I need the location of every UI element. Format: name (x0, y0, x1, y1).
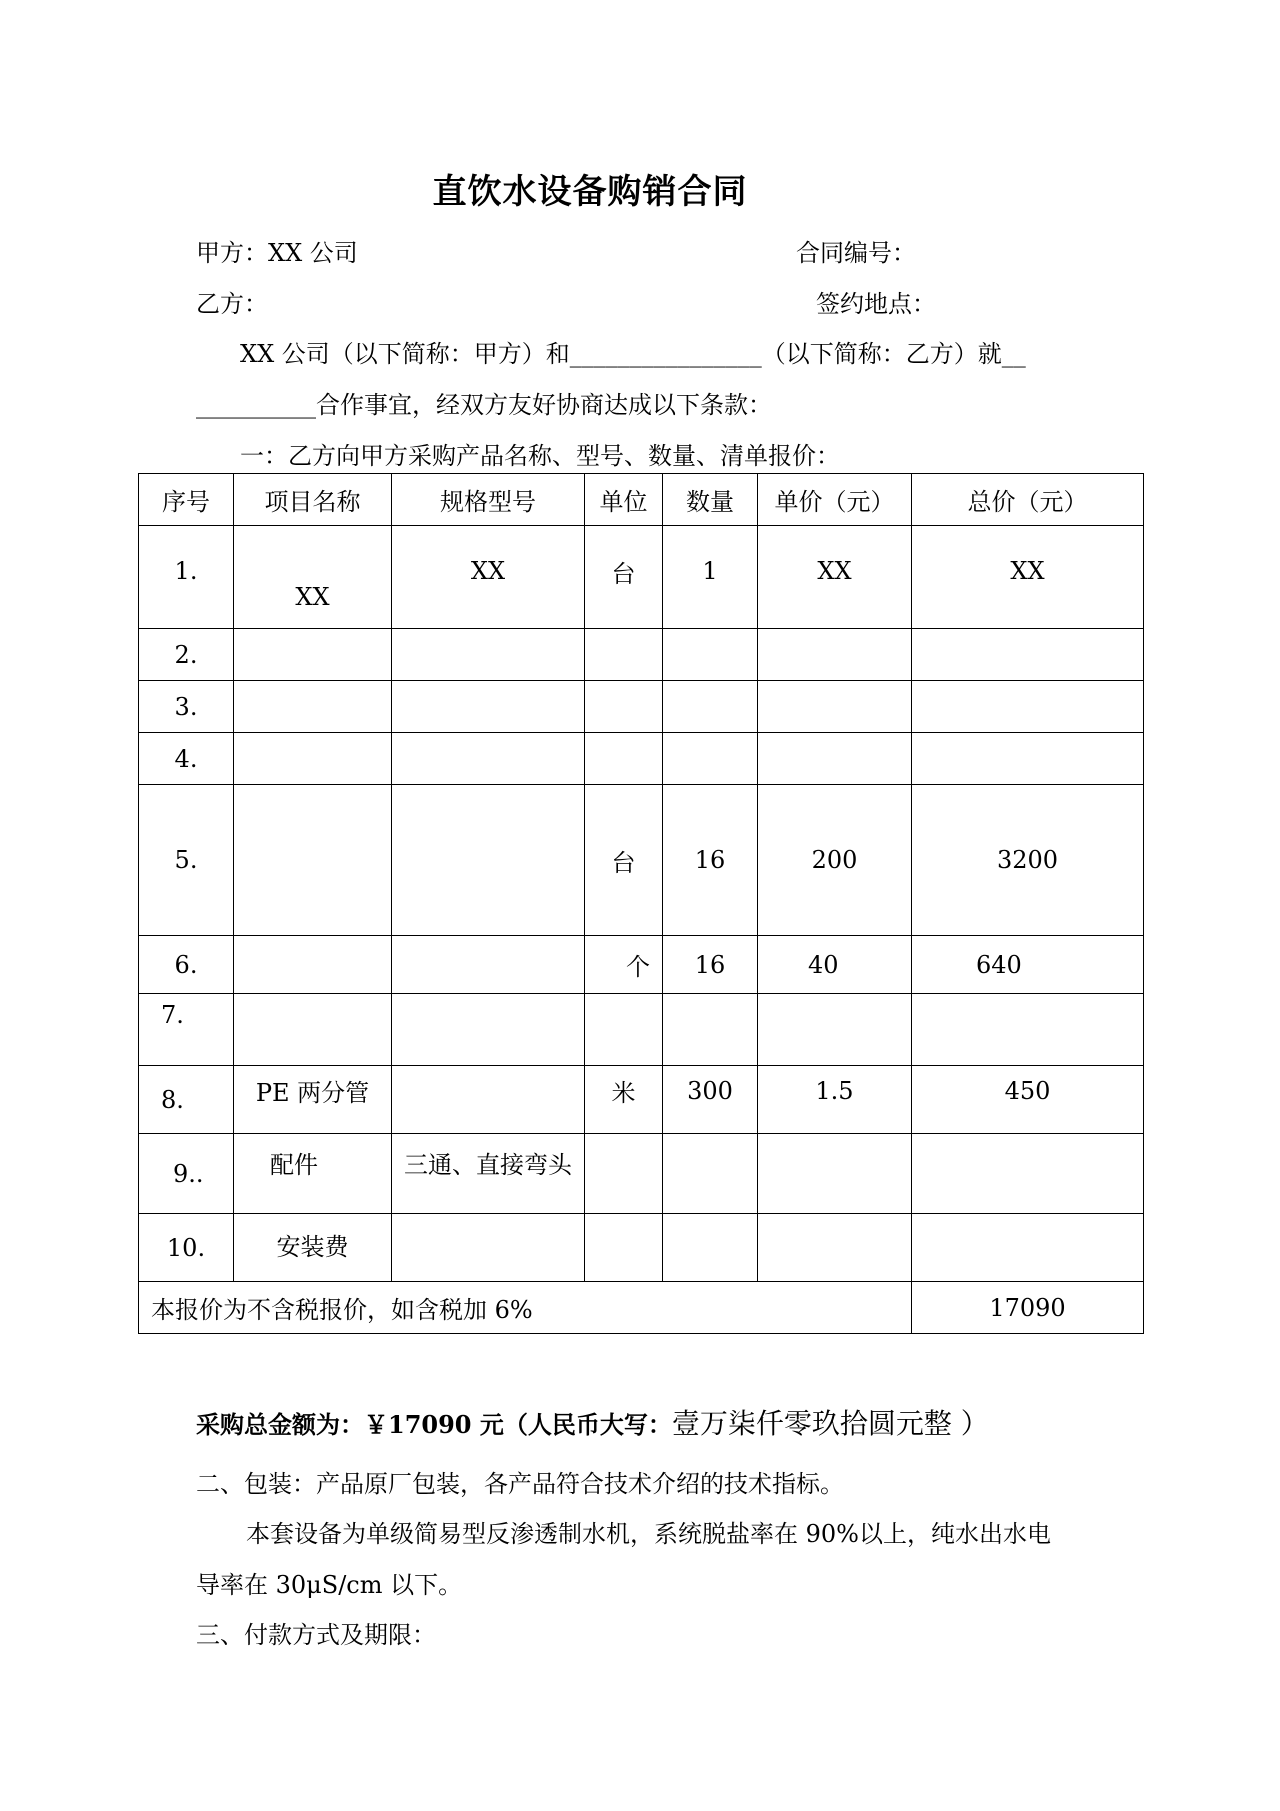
table-cell-total (912, 681, 1144, 733)
table-cell-name: 安装费 (234, 1214, 392, 1282)
table-cell-name (234, 936, 392, 994)
tax-note: 本报价为不含税报价，如含税加 6% (139, 1282, 912, 1334)
total-amount-value: ￥17090 元（人民币大写： (364, 1410, 672, 1439)
table-cell-price: XX (758, 526, 912, 629)
section-2-heading: 二、包装：产品原厂包装，各产品符合技术介绍的技术指标。 (196, 1470, 844, 1498)
table-cell-no: 6. (139, 936, 234, 994)
table-cell-total (912, 994, 1144, 1066)
table-row (139, 733, 1144, 785)
table-cell-no: 5. (139, 785, 234, 936)
table-cell-total: 3200 (912, 785, 1144, 936)
section-3-heading: 三、付款方式及期限： (196, 1621, 436, 1649)
table-cell-total: XX (912, 526, 1144, 629)
section-1-heading: 一：乙方向甲方采购产品名称、型号、数量、清单报价： (240, 442, 840, 470)
table-row (139, 1066, 1144, 1134)
table-cell-unit (585, 1214, 663, 1282)
table-cell-unit (585, 629, 663, 681)
table-cell-total (912, 1214, 1144, 1282)
header-cell: 单位 (585, 474, 663, 526)
table-cell-unit: 台 (585, 785, 663, 936)
table-row (139, 936, 1144, 994)
total-amount-words: 壹万柒仟零玖拾圆元整 ） (671, 1407, 989, 1440)
table-cell-no: 8. (139, 1066, 234, 1134)
table-footer-row (139, 1282, 1144, 1334)
table-cell-name (234, 733, 392, 785)
table-cell-no: 1. (139, 526, 234, 629)
table-cell-qty (663, 681, 758, 733)
table-cell-qty (663, 1134, 758, 1214)
page-title: 直饮水设备购销合同 (432, 172, 748, 212)
header-cell: 总价（元） (912, 474, 1144, 526)
table-cell-price (758, 681, 912, 733)
table-cell-unit (585, 1134, 663, 1214)
table-cell-price: 40 (758, 936, 912, 994)
table-cell-qty (663, 994, 758, 1066)
table-cell-price (758, 733, 912, 785)
table-cell-total: 450 (912, 1066, 1144, 1134)
table-cell-name: XX (234, 526, 392, 629)
header-cell: 序号 (139, 474, 234, 526)
party-b: 乙方： (196, 290, 268, 318)
table-row (139, 994, 1144, 1066)
table-row (139, 629, 1144, 681)
table-cell-total (912, 733, 1144, 785)
table-cell-qty: 16 (663, 936, 758, 994)
table-cell-qty (663, 629, 758, 681)
table-cell-price (758, 629, 912, 681)
table-cell-price (758, 1214, 912, 1282)
table-cell-qty: 300 (663, 1066, 758, 1134)
table-cell-name (234, 785, 392, 936)
table-cell-unit (585, 994, 663, 1066)
table-cell-qty: 1 (663, 526, 758, 629)
header-cell: 数量 (663, 474, 758, 526)
table-cell-spec (392, 785, 585, 936)
table-cell-no: 7. (139, 994, 234, 1066)
header-cell: 项目名称 (234, 474, 392, 526)
table-cell-no: 3. (139, 681, 234, 733)
table-cell-unit: 个 (585, 936, 663, 994)
table-cell-total (912, 629, 1144, 681)
table-cell-qty: 16 (663, 785, 758, 936)
contract-number: 合同编号： (796, 239, 916, 267)
party-a: 甲方：XX 公司 (196, 239, 358, 267)
description-line-2: 导率在 30μS/cm 以下。 (196, 1571, 463, 1599)
total-amount-line (196, 1402, 989, 1442)
sign-place: 签约地点： (816, 290, 936, 318)
table-cell-name (234, 681, 392, 733)
total-amount-label: 采购总金额为： (196, 1410, 364, 1439)
table-cell-no: 2. (139, 629, 234, 681)
table-cell-spec (392, 936, 585, 994)
table-cell-qty (663, 1214, 758, 1282)
table-cell-qty (663, 733, 758, 785)
table-row (139, 785, 1144, 936)
quotation-table (138, 473, 1144, 1334)
table-cell-price: 1.5 (758, 1066, 912, 1134)
table-cell-spec (392, 994, 585, 1066)
table-cell-price: 200 (758, 785, 912, 936)
table-cell-spec (392, 733, 585, 785)
table-row (139, 1214, 1144, 1282)
table-cell-spec (392, 1066, 585, 1134)
grand-total: 17090 (912, 1282, 1144, 1334)
header-cell: 单价（元） (758, 474, 912, 526)
table-cell-unit: 台 (585, 526, 663, 629)
header-cell: 规格型号 (392, 474, 585, 526)
table-row (139, 526, 1144, 629)
table-cell-total (912, 1134, 1144, 1214)
intro-line-2: __________合作事宜，经双方友好协商达成以下条款： (196, 391, 772, 419)
table-cell-spec: 三通、直接弯头 (392, 1134, 585, 1214)
table-cell-spec: XX (392, 526, 585, 629)
table-cell-unit (585, 681, 663, 733)
table-row (139, 1134, 1144, 1214)
table-cell-name (234, 629, 392, 681)
intro-line-1: XX 公司（以下简称：甲方）和________________（以下简称：乙方）就__ (240, 340, 1026, 368)
table-cell-spec (392, 1214, 585, 1282)
table-cell-no: 10. (139, 1214, 234, 1282)
table-cell-name (234, 994, 392, 1066)
description-line-1: 本套设备为单级简易型反渗透制水机，系统脱盐率在 90%以上，纯水出水电 (246, 1520, 1051, 1548)
table-cell-name: 配件 (234, 1134, 392, 1214)
table-cell-unit: 米 (585, 1066, 663, 1134)
table-cell-name: PE 两分管 (234, 1066, 392, 1134)
table-cell-no: 9.. (139, 1134, 234, 1214)
table-cell-unit (585, 733, 663, 785)
table-cell-spec (392, 681, 585, 733)
table-cell-no: 4. (139, 733, 234, 785)
table-cell-spec (392, 629, 585, 681)
table-cell-total: 640 (912, 936, 1144, 994)
table-cell-price (758, 1134, 912, 1214)
table-row (139, 681, 1144, 733)
table-cell-price (758, 994, 912, 1066)
table-header-row (139, 474, 1144, 526)
